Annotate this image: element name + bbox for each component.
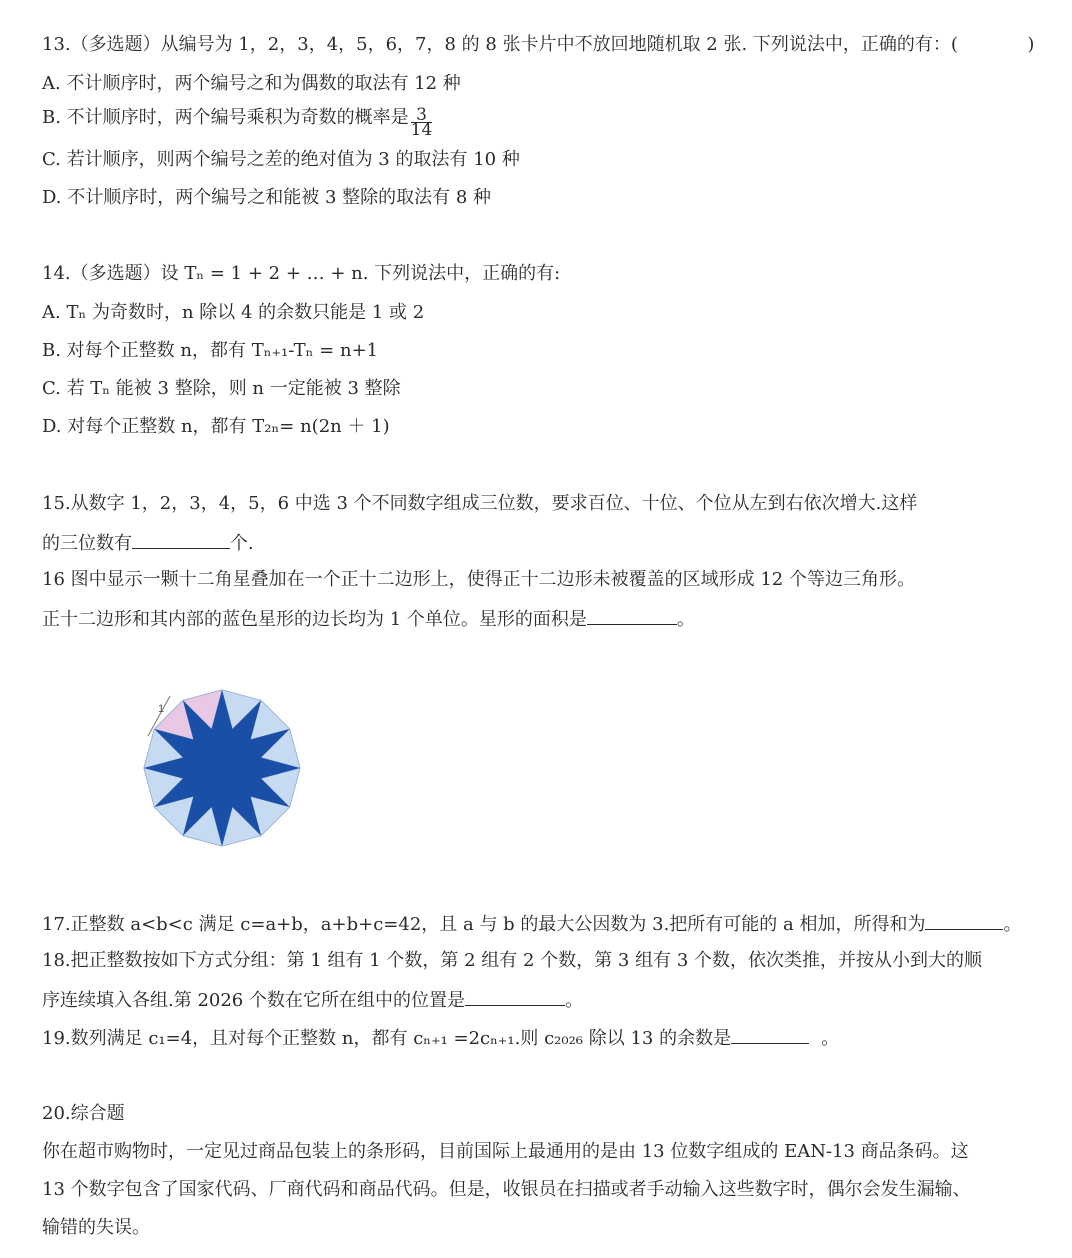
q15-line2 xyxy=(42,530,254,556)
q19-text-main: 19.数列满足 c₁=4，且对每个正整数 n，都有 cₙ₊₁ =2cₙ₊₁.则 c₂₀₂₆ 除以 13 的余数是 xyxy=(42,1028,732,1049)
q16-answer-blank[interactable] xyxy=(587,606,677,625)
q20-line2: 13 个数字包含了国家代码、厂商代码和商品代码。但是，收银员在扫描或者手动输入这些数字时，偶尔会发生漏输、 xyxy=(42,1179,971,1200)
q18-line2 xyxy=(42,987,583,1013)
q17-text xyxy=(42,911,1021,937)
q17-answer-blank[interactable] xyxy=(925,911,1003,930)
q13-option-a: A. 不计顺序时，两个编号之和为偶数的取法有 12 种 xyxy=(42,73,461,94)
q16-line2-end: 。 xyxy=(676,609,695,630)
q17-text-main: 17.正整数 a<b<c 满足 c=a+b，a+b+c=42，且 a 与 b 的最大公因数为 3.把所有可能的 a 相加，所得和为 xyxy=(42,914,926,935)
q18-line2-text: 序连续填入各组.第 2026 个数在它所在组中的位置是 xyxy=(42,990,465,1011)
q16-line2 xyxy=(42,606,695,632)
q18-line1: 18.把正整数按如下方式分组：第 1 组有 1 个数，第 2 组有 2 个数，第 3 组有 3 个数，依次类推，并按从小到大的顺 xyxy=(42,950,982,971)
q13-option-b xyxy=(42,104,433,140)
q19-answer-blank[interactable] xyxy=(731,1025,809,1044)
side-length-label: 1 xyxy=(158,703,165,715)
q13-stem-text: 13.（多选题）从编号为 1，2，3，4，5，6，7，8 的 8 张卡片中不放回地随机取 2 张. 下列说法中，正确的有：( xyxy=(42,34,958,55)
q20-line1: 你在超市购物时，一定见过商品包装上的条形码，目前国际上最通用的是由 13 位数字组成的 EAN-13 商品条码。这 xyxy=(42,1141,969,1162)
dodecagon-star-figure xyxy=(140,668,310,868)
q14-option-a: A. Tₙ 为奇数时，n 除以 4 的余数只能是 1 或 2 xyxy=(42,302,425,323)
q13-fraction-denominator: 14 xyxy=(410,119,433,140)
q15-line2-end: 个. xyxy=(230,533,254,554)
q19-text xyxy=(42,1025,839,1051)
figure-shapes xyxy=(144,690,300,846)
q15-line1: 15.从数字 1，2，3，4，5，6 中选 3 个不同数字组成三位数，要求百位、十位、个位从左到右依次增大.这样 xyxy=(42,493,918,514)
q20-title: 20.综合题 xyxy=(42,1103,125,1124)
q20-line3: 输错的失误。 xyxy=(42,1217,150,1238)
q14-stem: 14.（多选题）设 Tₙ = 1 + 2 + … + n. 下列说法中，正确的有: xyxy=(42,263,561,284)
q15-line2-text: 的三位数有 xyxy=(42,533,132,554)
q14-option-b: B. 对每个正整数 n，都有 Tₙ₊₁-Tₙ = n+1 xyxy=(42,340,379,361)
q19-text-end: 。 xyxy=(821,1028,840,1049)
q13-option-b-text: B. 不计顺序时，两个编号乘积为奇数的概率是 xyxy=(42,107,409,128)
q16-line1: 16 图中显示一颗十二角星叠加在一个正十二边形上，使得正十二边形未被覆盖的区域形成 12 个等边三角形。 xyxy=(42,569,915,590)
q13-stem-paren: ) xyxy=(1027,34,1035,55)
q18-line2-end: 。 xyxy=(564,990,583,1011)
twelve-point-star xyxy=(144,690,300,846)
q14-option-c: C. 若 Tₙ 能被 3 整除，则 n 一定能被 3 整除 xyxy=(42,378,401,399)
q13-fraction-numerator: 3 xyxy=(411,108,433,123)
q16-line2-text: 正十二边形和其内部的蓝色星形的边长均为 1 个单位。星形的面积是 xyxy=(42,609,587,630)
q13-stem xyxy=(42,33,1034,57)
q13-option-c: C. 若计顺序，则两个编号之差的绝对值为 3 的取法有 10 种 xyxy=(42,149,520,170)
q17-text-end: 。 xyxy=(1003,914,1022,935)
q13-fraction xyxy=(410,104,433,140)
q18-answer-blank[interactable] xyxy=(465,987,565,1006)
q15-answer-blank[interactable] xyxy=(132,530,230,549)
q14-option-d: D. 对每个正整数 n，都有 T₂ₙ= n(2n ＋ 1) xyxy=(42,416,390,437)
q13-option-d: D. 不计顺序时，两个编号之和能被 3 整除的取法有 8 种 xyxy=(42,187,492,208)
